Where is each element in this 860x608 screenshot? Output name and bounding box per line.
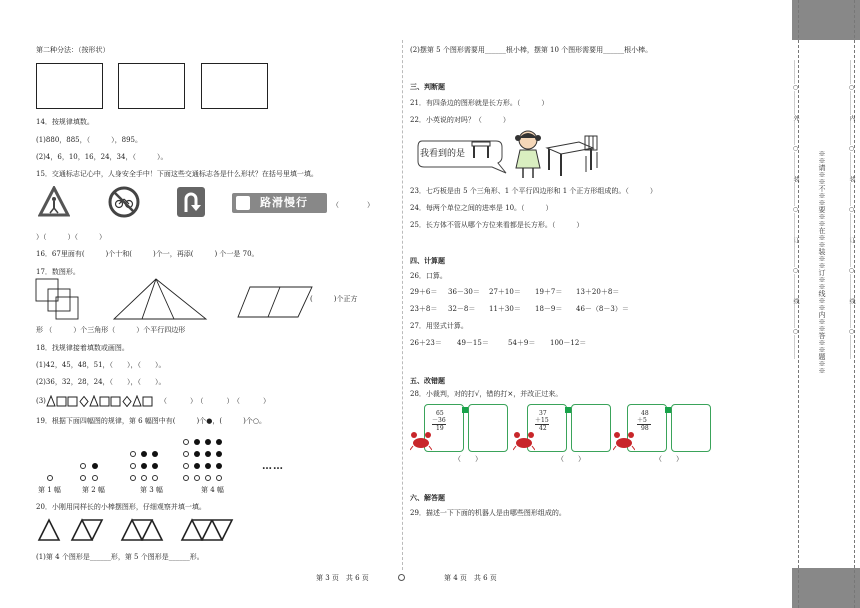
- hollow-dot-icon: [141, 475, 147, 481]
- page-divider-icon: [398, 574, 405, 581]
- fig-label-1: 第 1 幅: [38, 486, 61, 494]
- hollow-dot-icon: [130, 451, 136, 457]
- filled-dot-icon: [216, 451, 222, 457]
- outer-binding-marks: …………○…………外…………○…………装…………○…………订…………○…………线…………○…………: [792, 60, 799, 359]
- q18-3-parens: （ ）（ ）（ ）: [160, 397, 273, 405]
- pedestrian-triangle-sign-icon: [38, 186, 70, 218]
- filled-dot-icon: [216, 439, 222, 445]
- calc-10: 46－（8－3）＝: [576, 305, 629, 313]
- calc-9: 18－9＝: [535, 305, 563, 313]
- hollow-dot-icon: [194, 475, 200, 481]
- calc-2: 36－30＝: [448, 288, 480, 296]
- hollow-dot-icon: [92, 475, 98, 481]
- q23: 23．七巧板是由 5 个三角形、1 个平行四边形和 1 个正方形组成的。（ ）: [410, 187, 657, 195]
- calc-5: 13＋20＋8＝: [576, 288, 620, 296]
- filled-dot-icon: [152, 451, 158, 457]
- crab-icon: [513, 430, 535, 452]
- q20: 20．小刚用同样长的小棒摆图形，仔细观察并填一填。: [36, 503, 206, 511]
- shape-pattern-icon: [46, 395, 160, 407]
- q17-line2: 形 （ ）个三角形（ ）个平行四边形: [36, 326, 186, 334]
- q18-1: (1)42，45，48，51，（ ），（ ）。: [36, 361, 166, 369]
- q18: 18．找规律接着填数或画图。: [36, 344, 129, 352]
- hollow-dot-icon: [47, 475, 53, 481]
- vcalc-2: 49－15＝: [457, 339, 489, 347]
- hollow-dot-icon: [183, 439, 189, 445]
- q16: 16．67里面有( )个十和( )个一，再添( ) 个一是 70。: [36, 250, 259, 258]
- filled-dot-icon: [205, 439, 211, 445]
- section-3-title: 三、判断题: [410, 82, 445, 91]
- fig-label-3: 第 3 幅: [140, 486, 163, 494]
- binding-notice: ※※请※※不※※要※※在※※装※※订※※线※※内※※答※※题※※: [818, 150, 826, 374]
- section-4-title: 四、计算题: [410, 256, 445, 265]
- overlapping-squares-figure: [34, 277, 82, 323]
- table-and-chair-icon: [545, 132, 601, 180]
- car-skid-icon: [236, 196, 250, 210]
- fig-label-4: 第 4 幅: [201, 486, 224, 494]
- fig-label-2: 第 2 幅: [82, 486, 105, 494]
- correction-box-2[interactable]: [571, 404, 611, 452]
- q19-ellipsis: ……: [262, 461, 284, 472]
- inner-binding-marks: …………○…………内…………○…………装…………○…………订…………○…………线…………○…………: [848, 60, 855, 359]
- q15-paren-2: ）（ ）（ ）: [36, 233, 106, 241]
- q22: 22．小英说的对吗？（ ）: [410, 116, 510, 124]
- hollow-dot-icon: [183, 451, 189, 457]
- q24: 24．每两个单位之间的进率是 10。（ ）: [410, 204, 553, 212]
- hollow-dot-icon: [80, 463, 86, 469]
- q20-2: (2)摆第 5 个图形需要用______根小棒，摆第 10 个图形需要用______根小棒。: [410, 46, 653, 54]
- no-bicycle-sign-icon: [108, 186, 140, 218]
- column-separator: [402, 40, 403, 570]
- q15: 15．交通标志记心中，人身安全手中！下面这些交通标志各是什么形状？在括号里填一填。: [36, 170, 318, 178]
- q15-paren-1: （ ）: [332, 201, 374, 209]
- hollow-dot-icon: [130, 475, 136, 481]
- u-turn-sign-icon: [176, 186, 206, 218]
- q28: 28．小裁判，对的打√，错的打×，并改正过来。: [410, 390, 563, 398]
- q14-2: (2)4，6，10，16，24，34，（ ）。: [36, 153, 168, 161]
- filled-dot-icon: [141, 451, 147, 457]
- hollow-dot-icon: [216, 475, 222, 481]
- slippery-road-sign: [232, 193, 327, 213]
- filled-dot-icon: [152, 463, 158, 469]
- q26: 26．口算。: [410, 272, 447, 280]
- hollow-dot-icon: [205, 475, 211, 481]
- q17: 17．数图形。: [36, 268, 80, 276]
- q14: 14．按规律填数。: [36, 118, 94, 126]
- crab-icon: [613, 430, 635, 452]
- hollow-dot-icon: [152, 475, 158, 481]
- filled-dot-icon: [205, 451, 211, 457]
- q17-right: ( )个正方: [310, 295, 358, 303]
- calc-3: 27＋10＝: [489, 288, 521, 296]
- vcalc-4: 100－12＝: [550, 339, 587, 347]
- calc-4: 19＋7＝: [535, 288, 563, 296]
- answer-box-2[interactable]: [118, 63, 185, 109]
- q19: 19．根据下面四幅图的规律，第 6 幅图中有( )个●，( )个○。: [36, 417, 266, 425]
- correction-box-1[interactable]: [468, 404, 508, 452]
- answer-box-1[interactable]: [36, 63, 103, 109]
- q18-2: (2)36，32，28，24，（ ），（ ）。: [36, 378, 166, 386]
- table-front-view-icon: [470, 140, 492, 160]
- filled-dot-icon: [194, 463, 200, 469]
- q14-1: (1)880，885，（ ），895。: [36, 136, 142, 144]
- q29: 29．描述一下下面的机器人是由哪些图形组成的。: [410, 509, 566, 517]
- calc-1: 29＋6＝: [410, 288, 438, 296]
- bubble-text: 我看到的是: [420, 149, 466, 159]
- crab-icon: [410, 430, 432, 452]
- vcalc-3: 54＋9＝: [508, 339, 536, 347]
- calc-7: 32－8＝: [448, 305, 476, 313]
- hollow-dot-icon: [130, 463, 136, 469]
- q25: 25．长方体不管从哪个方位来看都是长方形。（ ）: [410, 221, 584, 229]
- triangles-figure: [112, 277, 208, 323]
- filled-dot-icon: [194, 451, 200, 457]
- hollow-dot-icon: [183, 475, 189, 481]
- q20-1: (1)第 4 个图形是______形，第 5 个图形是______形。: [36, 553, 204, 561]
- calc-8: 11＋30＝: [489, 305, 521, 313]
- binding-rail: [792, 0, 860, 608]
- vcalc-1: 26＋23＝: [410, 339, 442, 347]
- hollow-dot-icon: [80, 475, 86, 481]
- section-5-title: 五、改错题: [410, 376, 445, 385]
- answer-box-3[interactable]: [201, 63, 268, 109]
- page-number-3: 第 3 页 共 6 页: [316, 574, 369, 582]
- filled-dot-icon: [205, 463, 211, 469]
- method2-title: 第二种分法：（按形状）: [36, 46, 110, 54]
- q21: 21．有四条边的图形就是长方形。（ ）: [410, 99, 549, 107]
- filled-dot-icon: [216, 463, 222, 469]
- filled-dot-icon: [92, 463, 98, 469]
- filled-dot-icon: [141, 463, 147, 469]
- filled-dot-icon: [194, 439, 200, 445]
- stick-triangles-figure: [36, 517, 254, 543]
- girl-xiaoying-icon: [510, 128, 546, 182]
- correction-box-3[interactable]: [671, 404, 711, 452]
- q27: 27．用竖式计算。: [410, 322, 468, 330]
- page-number-4: 第 4 页 共 6 页: [444, 574, 497, 582]
- q18-3-prefix: (3): [36, 397, 46, 405]
- hollow-dot-icon: [183, 463, 189, 469]
- calc-6: 23＋8＝: [410, 305, 438, 313]
- section-6-title: 六、解答题: [410, 493, 445, 502]
- sign-text: 路滑慢行: [260, 196, 308, 209]
- parallelograms-figure: [236, 285, 314, 319]
